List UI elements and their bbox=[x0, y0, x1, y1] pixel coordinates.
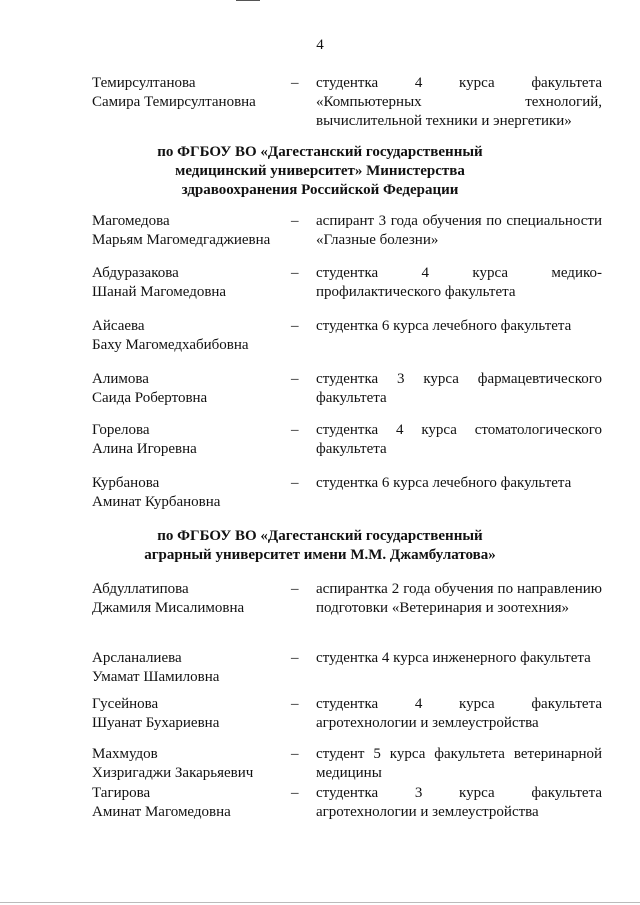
dash: – bbox=[291, 475, 299, 491]
person-name: Тагирова Аминат Магомедовна bbox=[92, 785, 231, 820]
section-heading: по ФГБОУ ВО «Дагестанский государственный аграрный университет имени М.М. Джамбулатова» bbox=[144, 528, 496, 563]
scan-line-top bbox=[236, 0, 260, 1]
dash: – bbox=[291, 213, 299, 229]
person-description: аспирант 3 года обучения по специальности «Глазные болезни» bbox=[316, 213, 602, 248]
person-name: Гусейнова Шуанат Бухариевна bbox=[92, 696, 220, 731]
scan-line-bottom bbox=[0, 902, 640, 903]
dash: – bbox=[291, 746, 299, 762]
dash: – bbox=[291, 696, 299, 712]
person-description: студентка 6 курса лечебного факультета bbox=[316, 318, 572, 334]
person-name: Курбанова Аминат Курбановна bbox=[92, 475, 221, 510]
person-description: студентка 3 курса фармацевтического факультета bbox=[316, 371, 602, 406]
dash: – bbox=[291, 422, 299, 438]
dash: – bbox=[291, 318, 299, 334]
dash: – bbox=[291, 785, 299, 801]
person-name: Махмудов Хизригаджи Закарьяевич bbox=[92, 746, 254, 781]
person-description: студентка 3 курса факультета агротехнологии и землеустройства bbox=[316, 785, 602, 820]
person-description: студентка 6 курса лечебного факультета bbox=[316, 475, 572, 491]
person-name: Магомедова Марьям Магомедгаджиевна bbox=[92, 213, 271, 248]
person-name: Алимова Саида Робертовна bbox=[92, 371, 208, 406]
person-description: студентка 4 курса инженерного факультета bbox=[316, 650, 591, 666]
dash: – bbox=[291, 265, 299, 281]
dash: – bbox=[291, 581, 299, 597]
person-name: Горелова Алина Игоревна bbox=[92, 422, 197, 457]
person-name: Арсланалиева Умамат Шамиловна bbox=[92, 650, 220, 685]
person-name: Темирсултанова Самира Темирсултановна bbox=[92, 75, 256, 110]
person-description: аспирантка 2 года обучения по направлению подготовки «Ветеринария и зоотехния» bbox=[316, 581, 602, 616]
dash: – bbox=[291, 371, 299, 387]
person-name: Абдуллатипова Джамиля Мисалимовна bbox=[92, 581, 245, 616]
person-description: студент 5 курса факультета ветеринарной медицины bbox=[316, 746, 602, 781]
person-name: Айсаева Баху Магомедхабибовна bbox=[92, 318, 249, 353]
person-description: студентка 4 курса факультета агротехнологии и землеустройства bbox=[316, 696, 602, 731]
dash: – bbox=[291, 650, 299, 666]
page-number: 4 bbox=[316, 37, 324, 53]
person-description: студентка 4 курса медико-профилактического факультета bbox=[316, 265, 602, 300]
person-description: студентка 4 курса стоматологического факультета bbox=[316, 422, 602, 457]
person-name: Абдуразакова Шанай Магомедовна bbox=[92, 265, 227, 300]
person-description: студентка 4 курса факультета «Компьютерных технологий, вычислительной техники и энергетики» bbox=[316, 75, 602, 129]
section-heading: по ФГБОУ ВО «Дагестанский государственный медицинский университет» Министерства здравоохранения Российской Федерации bbox=[157, 144, 483, 198]
dash: – bbox=[291, 75, 299, 91]
